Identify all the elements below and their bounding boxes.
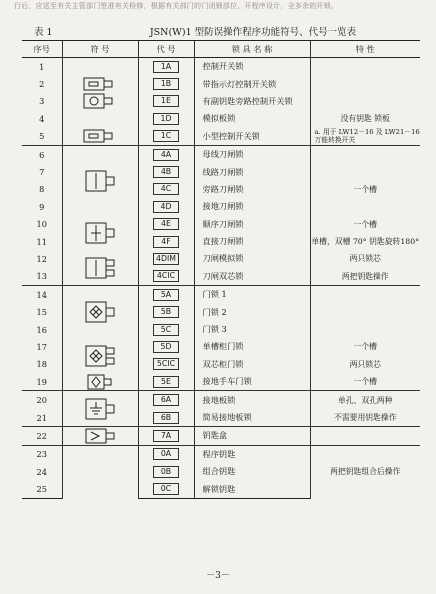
name-cell: 接地手车门锁 — [194, 373, 310, 391]
row-no: 24 — [36, 466, 47, 477]
row-no: 3 — [39, 96, 45, 107]
symbol-cell — [62, 445, 138, 498]
code-cell — [138, 338, 194, 355]
name-cell: 母线刀闸锁 — [194, 145, 310, 163]
row-no: 16 — [36, 324, 47, 335]
feature-cell: 单槽，双槽 70° 钥匙旋转180° — [310, 233, 420, 250]
code-box: 4D — [153, 201, 179, 213]
row-no: 11 — [36, 236, 47, 247]
feature-cell — [310, 321, 420, 338]
symbol-cell — [62, 216, 138, 251]
code-cell — [138, 181, 194, 198]
name-cell: 接地板锁 — [194, 391, 310, 409]
row-no: 17 — [36, 341, 47, 352]
code-box: 7A — [153, 430, 179, 442]
key-box-symbol-icon — [78, 428, 122, 444]
code-box: 0B — [153, 466, 179, 478]
code-box: 5B — [153, 306, 179, 318]
table-row — [22, 286, 420, 304]
table-row — [22, 373, 420, 391]
code-box: 4C — [153, 183, 179, 195]
code-box: 6B — [153, 412, 179, 424]
code-box: 5D — [153, 341, 179, 353]
code-cell — [138, 445, 194, 463]
row-no: 21 — [36, 412, 47, 423]
feature-cell: 一个槽 — [310, 373, 420, 391]
feature-cell: 不需要用钥匙操作 — [310, 409, 420, 427]
code-cell — [138, 93, 194, 110]
row-no: 19 — [36, 376, 47, 387]
symbol-cell — [62, 338, 138, 373]
row-no: 9 — [39, 201, 45, 212]
name-cell: 接地刀闸锁 — [194, 198, 310, 215]
code-cell — [138, 250, 194, 267]
code-cell — [138, 145, 194, 163]
table-row — [22, 145, 420, 163]
code-box: 4A — [153, 149, 179, 161]
header-name: 锁 具 名 称 — [194, 41, 310, 58]
feature-cell — [310, 93, 420, 110]
symbol-cell — [62, 373, 138, 391]
small-switch-lock-symbol-icon — [78, 128, 122, 144]
name-cell: 单槽柜门锁 — [194, 338, 310, 355]
door-lock-symbol-icon — [78, 295, 122, 329]
name-cell: 门锁 3 — [194, 321, 310, 338]
row-no: 7 — [39, 167, 45, 178]
code-cell — [138, 110, 194, 127]
code-box: 4F — [153, 236, 179, 248]
feature-cell: 单孔、双孔两种 — [310, 391, 420, 409]
row-no: 23 — [22, 445, 62, 463]
table-title: JSN(W)1 型防误操作程序功能符号、代号一览表 — [149, 27, 357, 38]
code-cell — [138, 128, 194, 146]
code-cell — [138, 321, 194, 338]
feature-cell — [310, 286, 420, 304]
code-cell — [138, 356, 194, 373]
handcart-door-lock-symbol-icon — [78, 374, 122, 390]
feature-cell — [310, 75, 420, 92]
code-cell — [138, 198, 194, 215]
name-cell: 顺序刀闸锁 — [194, 216, 310, 233]
header-code: 代 号 — [138, 41, 194, 58]
symbol-cell — [62, 145, 138, 163]
code-cell — [138, 480, 194, 498]
code-box: 1B — [153, 78, 179, 90]
row-no: 1 — [39, 61, 45, 72]
code-cell — [138, 75, 194, 92]
name-cell: 模拟板锁 — [194, 110, 310, 127]
symbol-cell — [62, 93, 138, 110]
feature-cell — [310, 145, 420, 163]
code-cell — [138, 409, 194, 427]
feature-cell: 一个槽 — [310, 181, 420, 198]
code-box: 1C — [153, 130, 179, 142]
code-box: 6A — [153, 394, 179, 406]
code-cell — [138, 268, 194, 286]
name-cell: 带指示灯控制开关锁 — [194, 75, 310, 92]
symbol-cell — [62, 58, 138, 76]
row-no: 12 — [36, 253, 47, 264]
code-cell — [138, 463, 194, 480]
feature-cell — [310, 427, 420, 445]
code-cell — [138, 286, 194, 304]
symbol-cell — [62, 163, 138, 198]
name-cell: 门锁 2 — [194, 303, 310, 320]
table-row — [22, 391, 420, 409]
feature-cell: 两把钥匙操作 — [310, 268, 420, 286]
table-row — [22, 128, 420, 146]
row-no: 22 — [22, 427, 62, 445]
name-cell: 旁路刀闸锁 — [194, 181, 310, 198]
symbol-cell — [62, 75, 138, 92]
name-cell: 组合钥匙 — [194, 463, 310, 480]
row-no: 15 — [36, 307, 47, 318]
table-row — [22, 445, 420, 463]
name-cell: 有副钥匙旁路控制开关锁 — [194, 93, 310, 110]
feature-cell: 两只锁芯 — [310, 250, 420, 267]
feature-cell — [310, 163, 420, 180]
header-symbol: 符 号 — [62, 41, 138, 58]
name-cell: 直接刀闸锁 — [194, 233, 310, 250]
symbol-cell — [62, 427, 138, 445]
indicator-lock-symbol-icon — [78, 93, 122, 109]
name-cell: 钥匙盒 — [194, 427, 310, 445]
code-box: 1A — [153, 61, 179, 73]
feature-cell — [310, 303, 420, 320]
dual-core-switch-lock-symbol-icon — [78, 255, 122, 281]
header-no: 序号 — [22, 41, 62, 58]
name-cell: 双芯柜门锁 — [194, 356, 310, 373]
name-cell: 刀闸模拟锁 — [194, 250, 310, 267]
code-cell — [138, 163, 194, 180]
table-row — [22, 93, 420, 110]
name-cell: 解锁钥匙 — [194, 480, 310, 498]
table-row — [22, 427, 420, 445]
code-box: 1E — [153, 95, 179, 107]
feature-cell: 两把钥匙组合后操作 — [310, 445, 420, 498]
table-row — [22, 338, 420, 355]
row-no: 13 — [36, 271, 47, 282]
symbol-cell — [62, 391, 138, 427]
symbol-cell — [62, 250, 138, 285]
table-caption — [0, 24, 436, 38]
code-box: 0A — [153, 448, 179, 460]
name-cell: 刀闸双芯锁 — [194, 268, 310, 286]
row-no: 10 — [36, 219, 47, 230]
code-cell — [138, 233, 194, 250]
symbol-cell — [62, 286, 138, 339]
table-row — [22, 75, 420, 92]
slot-switch-lock-symbol-icon — [78, 220, 122, 246]
table-row — [22, 198, 420, 215]
symbol-cell — [62, 128, 138, 146]
code-cell — [138, 391, 194, 409]
code-cell — [138, 427, 194, 445]
row-no: 20 — [22, 391, 62, 409]
symbol-cell — [62, 110, 138, 127]
knife-switch-lock-symbol-icon — [78, 168, 122, 194]
row-no: 18 — [36, 359, 47, 370]
row-no: 5 — [39, 131, 45, 142]
table-row — [22, 250, 420, 267]
feature-cell — [310, 58, 420, 76]
table-number: 表 1 — [34, 27, 53, 38]
code-box: 4CIC — [153, 270, 179, 282]
ground-plate-lock-symbol-icon — [78, 396, 122, 422]
row-no: 25 — [22, 480, 62, 498]
row-no: 2 — [39, 79, 45, 90]
page-number: －3－ — [206, 571, 230, 581]
feature-cell: 一个槽 — [310, 338, 420, 355]
row-no: 14 — [22, 286, 62, 304]
table-row — [22, 58, 420, 76]
name-cell: 程序钥匙 — [194, 445, 310, 463]
feature-cell: 没有钥匙 锁板 — [310, 110, 420, 127]
name-cell: 线路刀闸锁 — [194, 163, 310, 180]
code-cell — [138, 216, 194, 233]
code-box: 4B — [153, 166, 179, 178]
code-box: 0C — [153, 483, 179, 495]
code-cell — [138, 373, 194, 391]
code-box: 1D — [153, 113, 179, 125]
code-box: 5CIC — [153, 358, 179, 370]
row-no: 6 — [22, 145, 62, 163]
function-symbol-table — [22, 40, 420, 499]
name-cell: 门锁 1 — [194, 286, 310, 304]
symbol-cell — [62, 198, 138, 215]
name-cell: 小型控制开关锁 — [194, 128, 310, 146]
header-feature: 特 性 — [310, 41, 420, 58]
row-no: 4 — [39, 113, 45, 124]
feature-cell: a. 用于 LW12－16 及 LW21－16 万能转换开关 — [310, 128, 420, 146]
cabinet-door-lock-symbol-icon — [78, 343, 122, 369]
code-cell — [138, 303, 194, 320]
table-header-row — [22, 41, 420, 58]
row-no: 8 — [39, 184, 45, 195]
code-box: 4E — [153, 218, 179, 230]
name-cell: 控制开关锁 — [194, 58, 310, 76]
table-row — [22, 163, 420, 180]
switch-lock-symbol-icon — [78, 76, 122, 92]
code-box: 5A — [153, 289, 179, 301]
code-box: 5C — [153, 324, 179, 336]
feature-cell — [310, 198, 420, 215]
feature-cell: 两只锁芯 — [310, 356, 420, 373]
table-row — [22, 110, 420, 127]
code-box: 5E — [153, 376, 179, 388]
name-cell: 简易接地板锁 — [194, 409, 310, 427]
top-bleed-text: 行后，应送至有关主管部门签准有关检修，根据有关部门的门闭锁部位，开程序设计，全多余的开锁。 — [14, 2, 338, 10]
code-cell — [138, 58, 194, 76]
table-row — [22, 216, 420, 233]
code-box: 4DIM — [153, 253, 179, 265]
feature-cell: 一个槽 — [310, 216, 420, 233]
